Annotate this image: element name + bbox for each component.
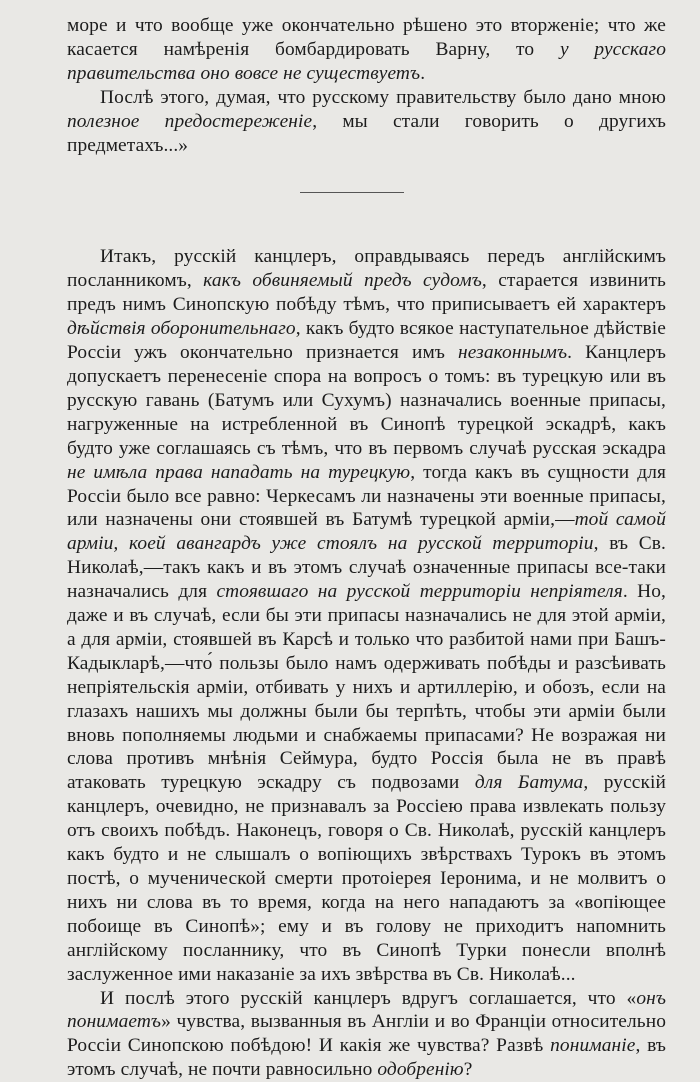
emphasis-run: полезное предостереженіе xyxy=(67,110,313,132)
text-run: . Канцлеръ допускаетъ перенесеніе спора на вопросъ о томъ: въ турецкую или въ русскую гавань (Батумъ или Сухумъ) назначались военные припасы, нагруженные на истребленной въ Синопѣ турецкой эскадрѣ, какъ будто уже соглашаясь съ тѣмъ, что въ первомъ случаѣ русская эскадра xyxy=(67,342,666,459)
text-run: , тогда какъ въ сущности для Россіи было все равно: Черкесамъ ли назначены эти военные припасы, или назначены они стоявшей въ Батумѣ турецкой арміи,— xyxy=(67,461,666,531)
text-run: И послѣ этого русскій канцлеръ вдругъ соглашается, что « xyxy=(100,987,637,1009)
emphasis-run: не имѣла права нападать на турецкую xyxy=(67,461,411,483)
emphasis-run: дѣйствія оборонительнаго xyxy=(67,318,296,340)
text-run: , въ Св. Николаѣ,—такъ какъ и въ этомъ случаѣ означенные припасы все-таки назначались для xyxy=(67,533,666,603)
top-text-block xyxy=(67,14,666,157)
text-run: , русскій канцлеръ, очевидно, не признавалъ за Россіею права извлекать пользу отъ своихъ побѣдъ. Наконецъ, говоря о Св. Николаѣ, русскій канцлеръ какъ будто и не слышалъ о вопіющихъ звѣрствахъ Турокъ въ этомъ постѣ, о мученической смерти протоіерея Іеронима, и не молвитъ о нихъ ни слова въ то время, когда на него нападаютъ за «вопіющее побоище въ Синопѣ»; ему и въ голову не приходитъ напомнить англійскому посланнику, что въ Синопѣ Турки понесли вполнѣ заслуженное ими наказаніе за ихъ звѣрства въ Св. Николаѣ... xyxy=(67,772,666,985)
main-text-block xyxy=(67,245,666,1082)
emphasis-run: пониманіе xyxy=(550,1035,636,1057)
text-run: . xyxy=(420,62,426,84)
text-run: . Но, даже и въ случаѣ, если бы эти припасы назначались не для этой арміи, а для арміи, стоявшей въ Карсѣ и только что разбитой нами при Башъ-Кадыкларѣ,—что́ пользы было намъ одерживать побѣды и разсѣивать непріятельскія арміи, отбивать у нихъ и артиллерію, и обозъ, если на глазахъ нашихъ мы должны были бы терпѣть, чтобы эти арміи были вновь пополняемы людьми и снабжаемы припасами? Не возражая ни слова противъ мнѣнія Сеймура, будто Россія была не въ правѣ атаковать турецкую эскадру съ подвозами xyxy=(67,581,667,794)
emphasis-run: незаконнымъ xyxy=(458,342,568,364)
paragraph xyxy=(67,86,666,158)
text-run: , старается извинить предъ нимъ Синопскую побѣду тѣмъ, что приписываетъ ей характеръ xyxy=(67,270,666,316)
paragraph xyxy=(67,987,666,1082)
emphasis-run: той самой арміи, коей авангардъ уже стоялъ на русской территоріи xyxy=(67,509,666,555)
emphasis-run: онъ понимаетъ xyxy=(67,987,666,1033)
text-run: Послѣ этого, думая, что русскому правительству было дано мною xyxy=(100,86,666,108)
section-divider xyxy=(300,192,404,193)
emphasis-run: какъ обвиняемый предъ судомъ xyxy=(203,270,482,292)
text-run: » чувства, вызванныя въ Англіи и во Франціи относительно Россіи Синопскою побѣдою! И какія же чувства? Развѣ xyxy=(67,1011,666,1057)
text-run: , мы стали говорить о другихъ предметахъ...» xyxy=(67,110,666,156)
emphasis-run: одобренію xyxy=(377,1059,464,1081)
text-run: , какъ будто всякое наступательное дѣйствіе Россіи ужъ окончательно признается имъ xyxy=(67,318,666,364)
text-run: ? xyxy=(463,1059,473,1081)
text-run: , въ этомъ случаѣ, не почти равносильно xyxy=(67,1035,666,1081)
text-run: море и что вообще уже окончательно рѣшено это вторженіе; что же касается намѣренія бомбардировать Варну, то xyxy=(67,15,666,60)
emphasis-run: стоявшаго на русской территоріи непріятеля xyxy=(216,581,623,603)
emphasis-run: для Батума xyxy=(474,772,584,794)
paragraph xyxy=(67,245,666,986)
emphasis-run: у русскаго правительства оно вовсе не существуетъ xyxy=(67,38,667,84)
text-run: Итакъ, русскій канцлеръ, оправдываясь передъ англійскимъ посланникомъ, xyxy=(67,246,666,292)
paragraph-continuation xyxy=(67,14,666,86)
